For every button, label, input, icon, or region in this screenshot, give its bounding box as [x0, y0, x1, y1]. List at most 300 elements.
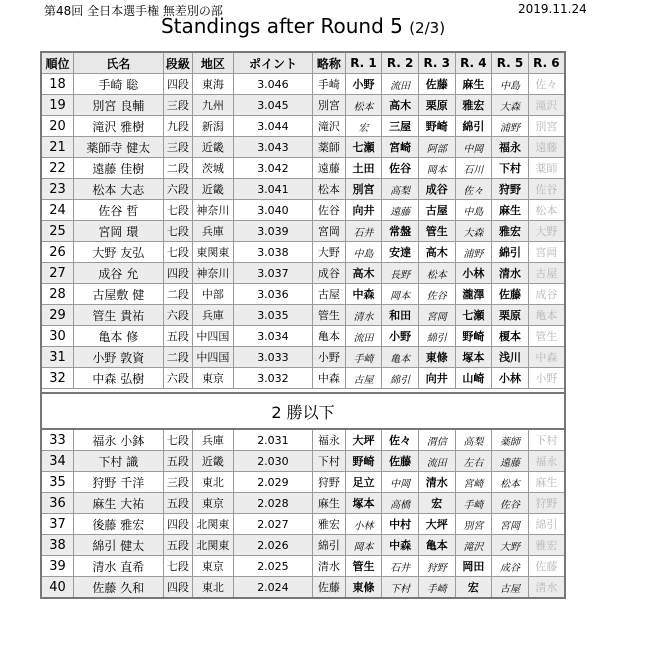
player-name: 後藤 雅宏	[74, 514, 164, 535]
table-row	[41, 451, 565, 472]
table-row	[41, 179, 565, 200]
date-label: 2019.11.24	[518, 2, 587, 16]
column-header: 順位	[41, 52, 74, 74]
tournament-name: 第48回 全日本選手権 無差別の部	[44, 4, 223, 18]
round-result: 遠藤	[382, 200, 419, 221]
points-cell: 3.032	[233, 368, 312, 389]
round-result: 管生	[345, 556, 382, 577]
round-result: 手崎	[455, 493, 492, 514]
abbr-cell: 佐藤	[313, 577, 346, 599]
points-cell: 2.027	[233, 514, 312, 535]
round-result: 狩野	[528, 493, 565, 514]
round-result: 榎本	[492, 326, 529, 347]
points-cell: 2.025	[233, 556, 312, 577]
round-result: 亀本	[382, 347, 419, 368]
rank-cell: 25	[41, 221, 74, 242]
player-name: 別宮 良輔	[74, 95, 164, 116]
column-header: 地区	[193, 52, 234, 74]
round-result: 佐谷	[418, 284, 455, 305]
points-cell: 2.031	[233, 429, 312, 451]
round-result: 流田	[418, 451, 455, 472]
round-result: 綿引	[418, 326, 455, 347]
round-result: 宮岡	[418, 305, 455, 326]
dan-cell: 五段	[163, 493, 193, 514]
rank-cell: 30	[41, 326, 74, 347]
abbr-cell: 綿引	[313, 535, 346, 556]
abbr-cell: 別宮	[313, 95, 346, 116]
region-cell: 兵庫	[193, 429, 234, 451]
round-result: 岡本	[382, 284, 419, 305]
round-result: 中島	[455, 200, 492, 221]
round-result: 綿引	[492, 242, 529, 263]
round-result: 小野	[382, 326, 419, 347]
round-result: 管生	[528, 326, 565, 347]
dan-cell: 九段	[163, 116, 193, 137]
abbr-cell: 成谷	[313, 263, 346, 284]
region-cell: 新潟	[193, 116, 234, 137]
player-name: 薬師寺 健太	[74, 137, 164, 158]
dan-cell: 七段	[163, 221, 193, 242]
round-result: 東條	[345, 577, 382, 599]
abbr-cell: 雅宏	[313, 514, 346, 535]
player-name: 管生 貴祐	[74, 305, 164, 326]
round-result: 高梨	[382, 179, 419, 200]
dan-cell: 四段	[163, 74, 193, 95]
region-cell: 中部	[193, 284, 234, 305]
round-result: 松本	[418, 263, 455, 284]
table-row	[41, 116, 565, 137]
round-result: 石井	[382, 556, 419, 577]
round-result: 宮岡	[528, 242, 565, 263]
round-result: 大森	[455, 221, 492, 242]
table-row	[41, 429, 565, 451]
abbr-cell: 管生	[313, 305, 346, 326]
round-result: 綿引	[382, 368, 419, 389]
player-name: 狩野 千洋	[74, 472, 164, 493]
dan-cell: 三段	[163, 137, 193, 158]
column-header: R. 6	[528, 52, 565, 74]
points-cell: 2.030	[233, 451, 312, 472]
region-cell: 近畿	[193, 451, 234, 472]
round-result: 下村	[382, 577, 419, 599]
points-cell: 3.040	[233, 200, 312, 221]
round-result: 野崎	[418, 116, 455, 137]
round-result: 小林	[492, 368, 529, 389]
round-result: 下村	[528, 429, 565, 451]
round-result: 七瀬	[455, 305, 492, 326]
rank-cell: 39	[41, 556, 74, 577]
abbr-cell: 福永	[313, 429, 346, 451]
round-result: 成谷	[492, 556, 529, 577]
points-cell: 3.046	[233, 74, 312, 95]
round-result: 別宮	[345, 179, 382, 200]
round-result: 大野	[528, 221, 565, 242]
dan-cell: 四段	[163, 514, 193, 535]
abbr-cell: 中森	[313, 368, 346, 389]
round-result: 亀本	[418, 535, 455, 556]
round-result: 石井	[345, 221, 382, 242]
points-cell: 2.024	[233, 577, 312, 599]
round-result: 高木	[418, 242, 455, 263]
table-row	[41, 514, 565, 535]
dan-cell: 五段	[163, 451, 193, 472]
abbr-cell: 宮岡	[313, 221, 346, 242]
round-result: 野崎	[455, 326, 492, 347]
region-cell: 近畿	[193, 179, 234, 200]
column-header: R. 5	[492, 52, 529, 74]
dan-cell: 二段	[163, 347, 193, 368]
player-name: 中森 弘樹	[74, 368, 164, 389]
standings-table	[40, 51, 566, 599]
points-cell: 3.034	[233, 326, 312, 347]
round-result: 手崎	[345, 347, 382, 368]
table-row	[41, 95, 565, 116]
player-name: 下村 識	[74, 451, 164, 472]
round-result: 栗原	[418, 95, 455, 116]
round-result: 亀本	[528, 305, 565, 326]
title-text: Standings after Round 5	[160, 14, 403, 38]
table-row	[41, 368, 565, 389]
rank-cell: 22	[41, 158, 74, 179]
round-result: 狩野	[418, 556, 455, 577]
round-result: 小野	[528, 368, 565, 389]
rank-cell: 31	[41, 347, 74, 368]
player-name: 大野 友弘	[74, 242, 164, 263]
player-name: 遠藤 佳樹	[74, 158, 164, 179]
round-result: 中森	[382, 535, 419, 556]
rank-cell: 18	[41, 74, 74, 95]
table-row	[41, 200, 565, 221]
round-result: 松本	[528, 200, 565, 221]
round-result: 高梨	[455, 429, 492, 451]
round-result: 向井	[345, 200, 382, 221]
points-cell: 3.035	[233, 305, 312, 326]
round-result: 大坪	[345, 429, 382, 451]
abbr-cell: 薬師	[313, 137, 346, 158]
round-result: 古屋	[528, 263, 565, 284]
round-result: 浦野	[455, 242, 492, 263]
round-result: 宏	[455, 577, 492, 599]
round-result: 佐々	[528, 74, 565, 95]
player-name: 宮岡 環	[74, 221, 164, 242]
region-cell: 東京	[193, 556, 234, 577]
table-row	[41, 305, 565, 326]
dan-cell: 六段	[163, 305, 193, 326]
round-result: 渭信	[418, 429, 455, 451]
player-name: 滝沢 雅樹	[74, 116, 164, 137]
region-cell: 東関東	[193, 242, 234, 263]
abbr-cell: 麻生	[313, 493, 346, 514]
rank-cell: 38	[41, 535, 74, 556]
region-cell: 九州	[193, 95, 234, 116]
round-result: 足立	[345, 472, 382, 493]
player-name: 成谷 允	[74, 263, 164, 284]
rank-cell: 34	[41, 451, 74, 472]
round-result: 塚本	[455, 347, 492, 368]
round-result: 左右	[455, 451, 492, 472]
table-row	[41, 74, 565, 95]
group-winners	[41, 74, 565, 389]
region-cell: 近畿	[193, 137, 234, 158]
column-header: 略称	[313, 52, 346, 74]
player-name: 福永 小鉢	[74, 429, 164, 451]
abbr-cell: 佐谷	[313, 200, 346, 221]
round-result: 松本	[345, 95, 382, 116]
dan-cell: 三段	[163, 472, 193, 493]
table-row	[41, 158, 565, 179]
rank-cell: 37	[41, 514, 74, 535]
round-result: 岡田	[455, 556, 492, 577]
region-cell: 北関東	[193, 535, 234, 556]
separator-section	[41, 389, 565, 430]
points-cell: 3.039	[233, 221, 312, 242]
abbr-cell: 古屋	[313, 284, 346, 305]
dan-cell: 七段	[163, 556, 193, 577]
round-result: 七瀬	[345, 137, 382, 158]
dan-cell: 四段	[163, 577, 193, 599]
abbr-cell: 遠藤	[313, 158, 346, 179]
region-cell: 兵庫	[193, 221, 234, 242]
round-result: 下村	[492, 158, 529, 179]
column-header: 氏名	[74, 52, 164, 74]
column-header: R. 2	[382, 52, 419, 74]
region-cell: 東北	[193, 472, 234, 493]
abbr-cell: 清水	[313, 556, 346, 577]
points-cell: 3.044	[233, 116, 312, 137]
rank-cell: 19	[41, 95, 74, 116]
round-result: 宮岡	[492, 514, 529, 535]
player-name: 佐藤 久和	[74, 577, 164, 599]
abbr-cell: 狩野	[313, 472, 346, 493]
round-result: 瀧澤	[455, 284, 492, 305]
round-result: 雅宏	[492, 221, 529, 242]
separator-row	[41, 393, 565, 429]
round-result: 古屋	[418, 200, 455, 221]
round-result: 佐々	[382, 429, 419, 451]
points-cell: 2.026	[233, 535, 312, 556]
round-result: 清水	[492, 263, 529, 284]
table-row	[41, 493, 565, 514]
round-result: 流田	[382, 74, 419, 95]
dan-cell: 五段	[163, 326, 193, 347]
round-result: 阿部	[418, 137, 455, 158]
round-result: 高木	[345, 263, 382, 284]
round-result: 岡本	[345, 535, 382, 556]
rank-cell: 32	[41, 368, 74, 389]
round-result: 中岡	[455, 137, 492, 158]
round-result: 石川	[455, 158, 492, 179]
round-result: 宏	[345, 116, 382, 137]
abbr-cell: 松本	[313, 179, 346, 200]
round-result: 佐藤	[528, 556, 565, 577]
player-name: 綿引 健太	[74, 535, 164, 556]
dan-cell: 七段	[163, 200, 193, 221]
abbr-cell: 大野	[313, 242, 346, 263]
round-result: 安達	[382, 242, 419, 263]
rank-cell: 26	[41, 242, 74, 263]
round-result: 宮崎	[455, 472, 492, 493]
rank-cell: 24	[41, 200, 74, 221]
round-result: 成谷	[418, 179, 455, 200]
round-result: 佐藤	[418, 74, 455, 95]
page-title	[40, 14, 566, 38]
round-result: 管生	[418, 221, 455, 242]
group-two-wins-or-less	[41, 429, 565, 598]
rank-cell: 36	[41, 493, 74, 514]
round-result: 高橋	[382, 493, 419, 514]
player-name: 小野 敦資	[74, 347, 164, 368]
round-result: 大坪	[418, 514, 455, 535]
round-result: 中島	[345, 242, 382, 263]
abbr-cell: 小野	[313, 347, 346, 368]
dan-cell: 六段	[163, 179, 193, 200]
round-result: 栗原	[492, 305, 529, 326]
table-row	[41, 472, 565, 493]
round-result: 和田	[382, 305, 419, 326]
round-result: 遠藤	[492, 451, 529, 472]
round-result: 別宮	[528, 116, 565, 137]
round-result: 綿引	[528, 514, 565, 535]
round-result: 小林	[455, 263, 492, 284]
round-result: 中島	[492, 74, 529, 95]
table-row	[41, 326, 565, 347]
round-result: 滝沢	[455, 535, 492, 556]
dan-cell: 七段	[163, 242, 193, 263]
dan-cell: 二段	[163, 158, 193, 179]
round-result: 中森	[345, 284, 382, 305]
round-result: 手崎	[418, 577, 455, 599]
round-result: 雅宏	[528, 535, 565, 556]
round-result: 麻生	[492, 200, 529, 221]
dan-cell: 六段	[163, 368, 193, 389]
round-result: 福永	[492, 137, 529, 158]
round-result: 大森	[492, 95, 529, 116]
round-result: 別宮	[455, 514, 492, 535]
region-cell: 茨城	[193, 158, 234, 179]
column-header: R. 4	[455, 52, 492, 74]
page-indicator: (2/3)	[409, 19, 446, 37]
region-cell: 兵庫	[193, 305, 234, 326]
points-cell: 3.033	[233, 347, 312, 368]
rank-cell: 21	[41, 137, 74, 158]
abbr-cell: 下村	[313, 451, 346, 472]
round-result: 古屋	[492, 577, 529, 599]
rank-cell: 40	[41, 577, 74, 599]
round-result: 佐藤	[382, 451, 419, 472]
dan-cell: 四段	[163, 263, 193, 284]
round-result: 向井	[418, 368, 455, 389]
points-cell: 3.037	[233, 263, 312, 284]
rank-cell: 35	[41, 472, 74, 493]
round-result: 野崎	[345, 451, 382, 472]
table-row	[41, 137, 565, 158]
rank-cell: 20	[41, 116, 74, 137]
round-result: 三屋	[382, 116, 419, 137]
rank-cell: 33	[41, 429, 74, 451]
round-result: 中森	[528, 347, 565, 368]
region-cell: 中四国	[193, 326, 234, 347]
separator-label: 2 勝以下	[41, 393, 565, 429]
points-cell: 3.041	[233, 179, 312, 200]
table-row	[41, 284, 565, 305]
region-cell: 神奈川	[193, 200, 234, 221]
round-result: 佐谷	[382, 158, 419, 179]
points-cell: 3.036	[233, 284, 312, 305]
column-header: 段級	[163, 52, 193, 74]
rank-cell: 29	[41, 305, 74, 326]
table-row	[41, 556, 565, 577]
dan-cell: 五段	[163, 535, 193, 556]
round-result: 浦野	[492, 116, 529, 137]
dan-cell: 二段	[163, 284, 193, 305]
player-name: 清水 直希	[74, 556, 164, 577]
round-result: 清水	[418, 472, 455, 493]
round-result: 松本	[492, 472, 529, 493]
round-result: 清水	[528, 577, 565, 599]
table-row	[41, 242, 565, 263]
round-result: 薬師	[492, 429, 529, 451]
table-row	[41, 221, 565, 242]
column-header: R. 3	[418, 52, 455, 74]
round-result: 中村	[382, 514, 419, 535]
region-cell: 北関東	[193, 514, 234, 535]
player-name: 佐谷 哲	[74, 200, 164, 221]
round-result: 滝沢	[528, 95, 565, 116]
round-result: 宮崎	[382, 137, 419, 158]
round-result: 高木	[382, 95, 419, 116]
region-cell: 東京	[193, 493, 234, 514]
dan-cell: 七段	[163, 429, 193, 451]
region-cell: 中四国	[193, 347, 234, 368]
round-result: 清水	[345, 305, 382, 326]
points-cell: 3.038	[233, 242, 312, 263]
abbr-cell: 亀本	[313, 326, 346, 347]
region-cell: 東京	[193, 368, 234, 389]
points-cell: 3.043	[233, 137, 312, 158]
round-result: 中岡	[382, 472, 419, 493]
rank-cell: 27	[41, 263, 74, 284]
points-cell: 3.045	[233, 95, 312, 116]
round-result: 遠藤	[528, 137, 565, 158]
round-result: 佐谷	[492, 493, 529, 514]
round-result: 土田	[345, 158, 382, 179]
abbr-cell: 滝沢	[313, 116, 346, 137]
round-result: 岡本	[418, 158, 455, 179]
round-result: 佐々	[455, 179, 492, 200]
dan-cell: 三段	[163, 95, 193, 116]
rank-cell: 23	[41, 179, 74, 200]
column-header: R. 1	[345, 52, 382, 74]
round-result: 佐藤	[492, 284, 529, 305]
round-result: 宏	[418, 493, 455, 514]
round-result: 成谷	[528, 284, 565, 305]
round-result: 常盤	[382, 221, 419, 242]
round-result: 浅川	[492, 347, 529, 368]
round-result: 佐谷	[528, 179, 565, 200]
round-result: 大野	[492, 535, 529, 556]
round-result: 塚本	[345, 493, 382, 514]
player-name: 手崎 聡	[74, 74, 164, 95]
header-row	[41, 52, 565, 74]
player-name: 松本 大志	[74, 179, 164, 200]
region-cell: 神奈川	[193, 263, 234, 284]
round-result: 長野	[382, 263, 419, 284]
round-result: 綿引	[455, 116, 492, 137]
player-name: 古屋敷 健	[74, 284, 164, 305]
round-result: 山崎	[455, 368, 492, 389]
table-row	[41, 347, 565, 368]
column-header: ポイント	[233, 52, 312, 74]
